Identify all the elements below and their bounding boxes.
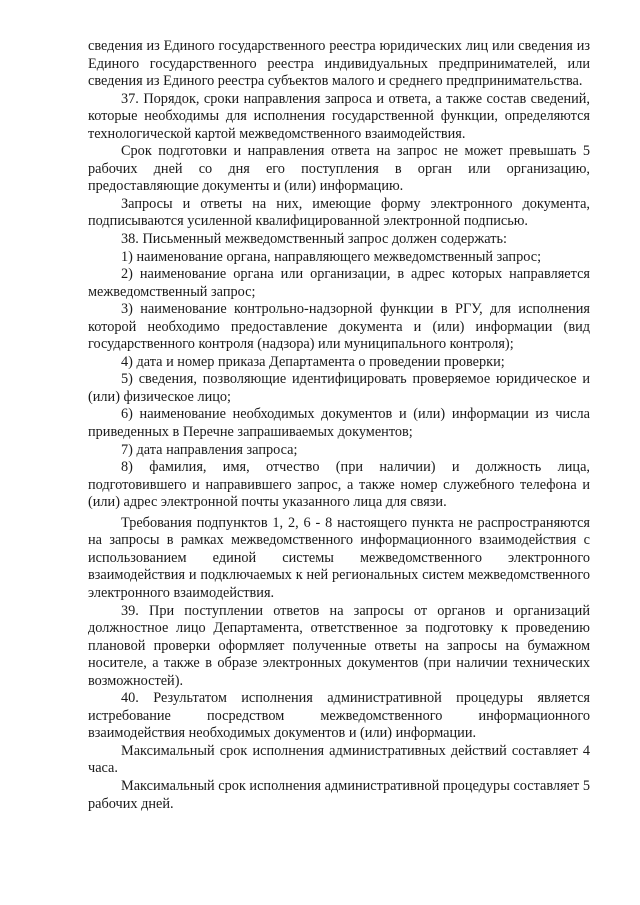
list-item-7: 7) дата направления запроса; [121, 441, 298, 458]
list-item-8: 8) фамилия, имя, отчество (при наличии) и должность лица, подготовившего и направившего запрос, а также номер служебного телефона и (или) адрес электронной почты указанного лица для связи. [88, 459, 590, 511]
list-item-2: 2) наименование органа или организации, в адрес которых направляется межведомственный запрос; [88, 266, 590, 300]
list-item-3: 3) наименование контрольно-надзорной функции в РГУ, для исполнения которой необходимо предоставление документа и (или) информации (вид государственного контроля (надзора) или муниципального контроля); [88, 301, 590, 353]
paragraph-38: 38. Письменный межведомственный запрос должен содержать: [121, 231, 507, 248]
paragraph-continuation: сведения из Единого государственного реестра юридических лиц или сведения из Единого государственного реестра индивидуальных предпринимателей, или сведения из Единого реестра субъектов малого и среднего предпринимательства. [88, 38, 590, 90]
list-item-6: 6) наименование необходимых документов и (или) информации из числа приведенных в Перечне запрашиваемых документов; [88, 406, 590, 441]
document-body [88, 38, 590, 813]
paragraph-max-action-time: Максимальный срок исполнения административных действий составляет 4 часа. [88, 742, 590, 777]
list-item-5: 5) сведения, позволяющие идентифицировать проверяемое юридическое и (или) физическое лицо; [88, 371, 590, 405]
list-item-4: 4) дата и номер приказа Департамента о проведении проверки; [121, 353, 505, 370]
paragraph-max-procedure-time: Максимальный срок исполнения административной процедуры составляет 5 рабочих дней. [88, 777, 590, 812]
paragraph-37: 37. Порядок, сроки направления запроса и ответа, а также состав сведений, которые необходимы для исполнения государственной функции, определяются технологической картой межведомственного взаимодействия. [88, 90, 590, 142]
list-item-1: 1) наименование органа, направляющего межведомственный запрос; [121, 248, 542, 265]
paragraph-39: 39. При поступлении ответов на запросы от органов и организаций должностное лицо Департамента, ответственное за подготовку к проведению плановой проверки оформляет полученные ответы на запросы на бумажном носителе, а также в образе электронных документов (при наличии технических возможностей). [88, 602, 590, 689]
paragraph-electronic-signature: Запросы и ответы на них, имеющие форму электронного документа, подписываются усиленной квалифицированной электронной подписью. [88, 195, 590, 230]
paragraph-requirements-exception: Требования подпунктов 1, 2, 6 - 8 настоящего пункта не распространяются на запросы в рамках межведомственного информационного взаимодействия с использованием единой системы межведомственного электронного взаимодействия и подключаемых к ней региональных систем межведомственного электронного взаимодействия. [88, 514, 590, 601]
paragraph-response-deadline: Срок подготовки и направления ответа на запрос не может превышать 5 рабочих дней со дня его поступления в орган или организацию, предоставляющие документы и (или) информацию. [88, 143, 590, 195]
paragraph-40: 40. Результатом исполнения административной процедуры является истребование посредством межведомственного информационного взаимодействия необходимых документов и (или) информации. [88, 690, 590, 742]
